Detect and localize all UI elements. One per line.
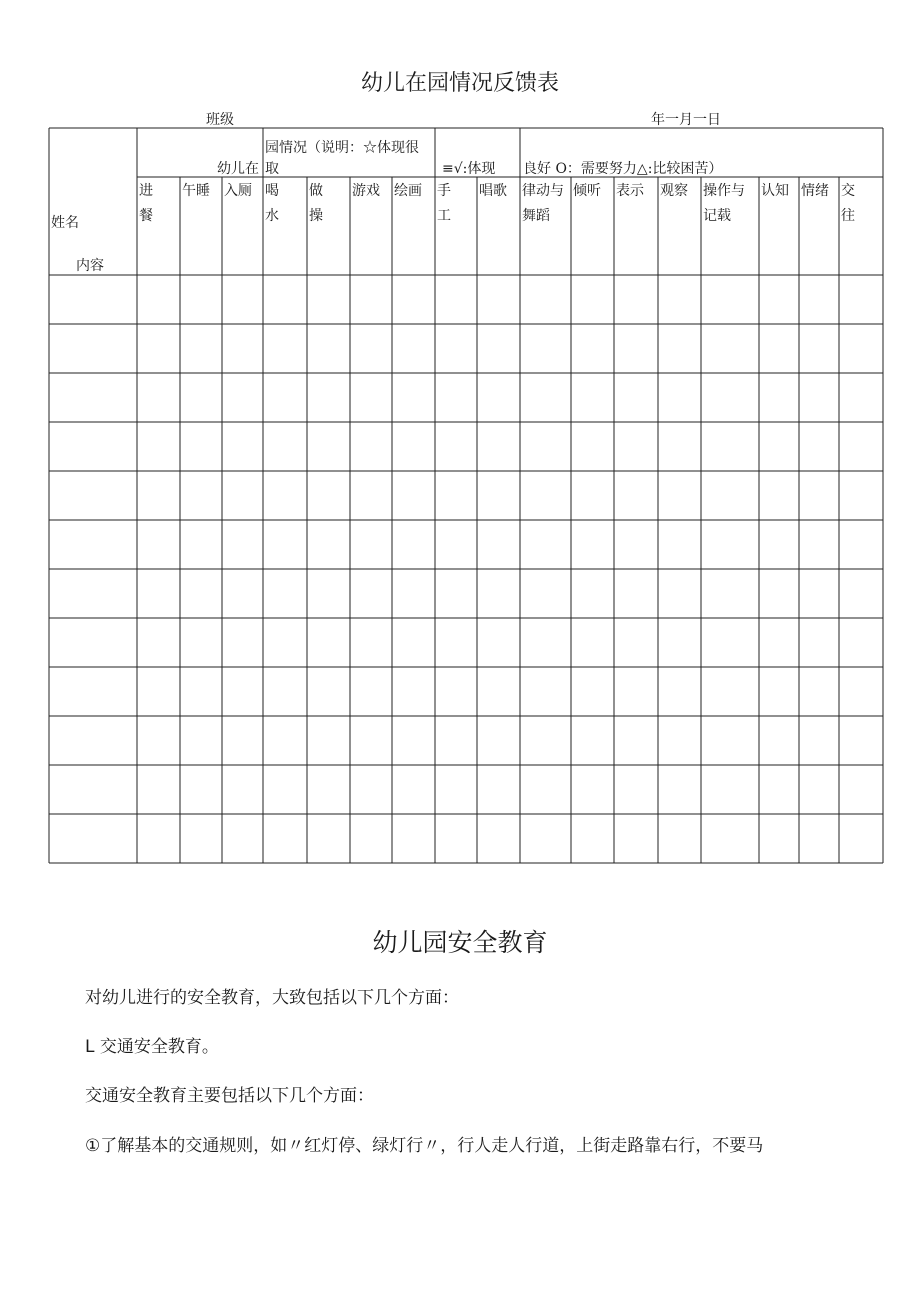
column-header-label: 水 xyxy=(265,208,279,224)
column-header-label: 交 xyxy=(841,183,855,199)
column-header-label: 进 xyxy=(139,183,153,199)
article-paragraph: 交通安全教育主要包括以下几个方面： xyxy=(85,1086,374,1106)
article-paragraph: 对幼儿进行的安全教育，大致包括以下几个方面： xyxy=(85,988,459,1008)
corner-content-label: 内容 xyxy=(76,258,104,274)
column-header-label: 认知 xyxy=(761,183,789,199)
legend-segment-4: 良好 O：需要努力△:比较困苦） xyxy=(523,161,723,177)
column-header-label: 工 xyxy=(437,208,451,224)
legend-segment-1: 幼儿在 xyxy=(217,161,259,177)
class-label: 班级 xyxy=(206,112,234,128)
column-header-label: 喝 xyxy=(265,183,279,199)
form-title: 幼儿在园情况反馈表 xyxy=(360,71,559,96)
column-header-label: 游戏 xyxy=(352,183,380,199)
article-paragraph: ①了解基本的交通规则，如〃红灯停、绿灯行〃，行人走人行道，上街走路靠右行，不要马 xyxy=(85,1136,764,1156)
column-header-label: 往 xyxy=(841,208,855,224)
column-header-label: 情绪 xyxy=(801,183,829,199)
article-paragraph: L 交通安全教育。 xyxy=(85,1037,219,1057)
column-header-label: 记载 xyxy=(703,208,731,224)
column-header-label: 做 xyxy=(309,183,323,199)
column-header-label: 手 xyxy=(437,183,451,199)
column-header-label: 餐 xyxy=(139,208,153,224)
column-header-label: 绘画 xyxy=(394,183,422,199)
column-header-label: 入厕 xyxy=(224,183,252,199)
column-header-label: 表示 xyxy=(616,183,644,199)
column-header-label: 律动与 xyxy=(522,183,564,199)
column-header-label: 操作与 xyxy=(703,183,745,199)
column-header-label: 倾听 xyxy=(573,183,601,199)
date-label: 年一月一日 xyxy=(651,112,721,128)
legend-segment-2-line2: 取 xyxy=(265,161,279,177)
column-header-label: 舞蹈 xyxy=(522,208,550,224)
column-header-label: 观察 xyxy=(660,183,688,199)
legend-segment-3: ≡√:体现 xyxy=(442,161,496,177)
article-title: 幼儿园安全教育 xyxy=(372,928,548,957)
corner-name-label: 姓名 xyxy=(51,215,79,231)
column-header-label: 操 xyxy=(309,208,323,224)
column-header-label: 唱歌 xyxy=(479,183,507,199)
column-header-label: 午睡 xyxy=(182,183,210,199)
legend-segment-2-line1: 园情况（说明：☆体现很 xyxy=(265,140,419,156)
